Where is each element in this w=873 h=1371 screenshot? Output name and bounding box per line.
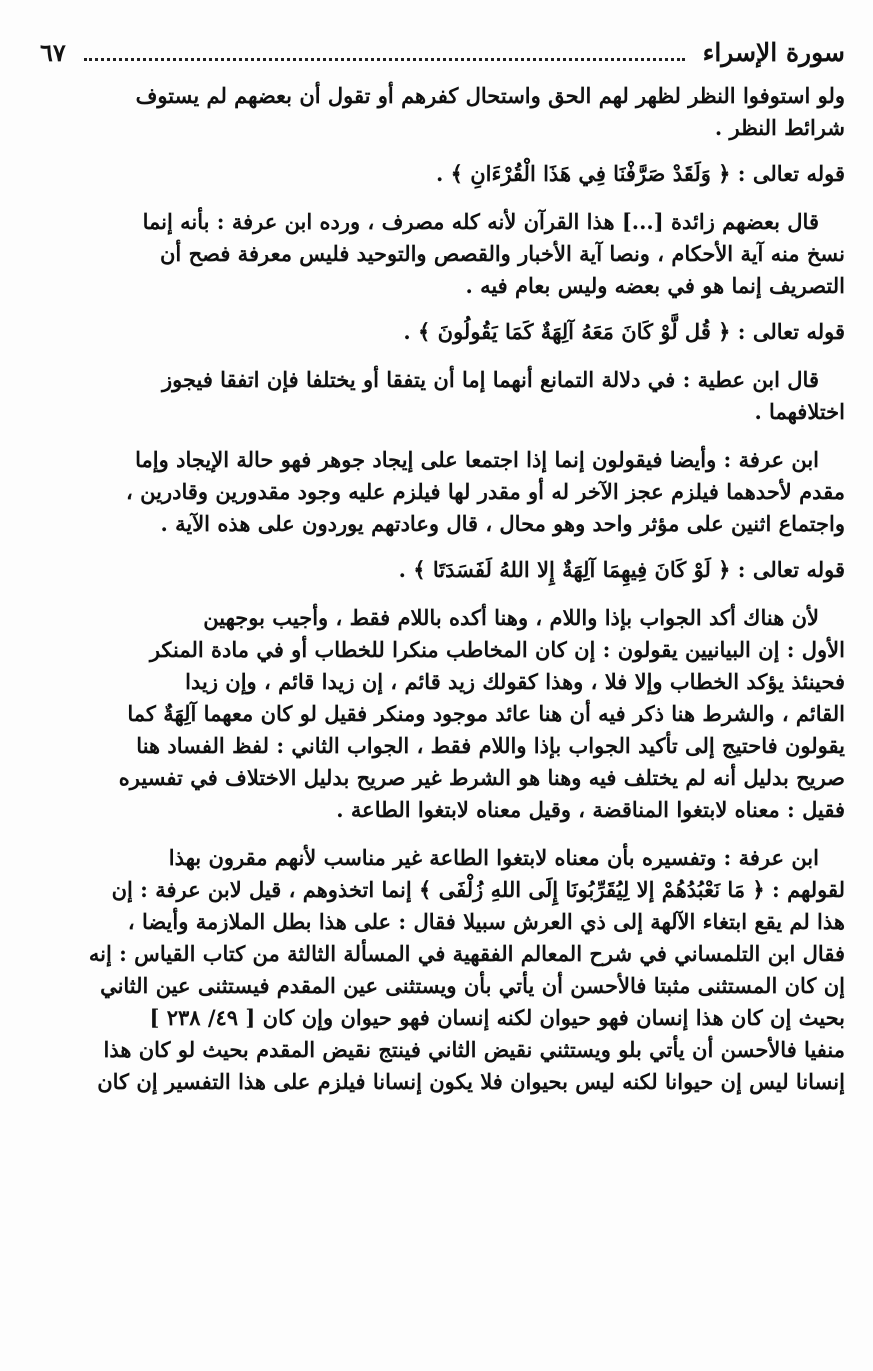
paragraph [40,364,845,428]
text-line: مقدم لأحدهما فيلزم عجز الآخر له أو مقدر لها فيلزم عليه وجود مقدورين وقادرين ، [126,479,845,504]
text-line: التصريف إنما هو في بعضه وليس بعام فيه . [465,273,845,298]
paragraph [40,444,845,540]
header-dotted-leader [84,57,685,61]
page-body [40,80,845,1098]
text-line: ولو استوفوا النظر لظهر لهم الحق واستحال كفرهم أو تقول أن بعضهم لم يستوف [135,83,845,108]
paragraph [40,602,845,826]
text-line: فحينئذ يؤكد الخطاب وإلا فلا ، وهذا كقولك زيد قائم ، إن زيدا قائم ، وإن زيدا [185,669,845,694]
verse-citation [40,554,845,586]
text-line: منفيا فالأحسن أن يأتي بلو ويستثني نقيض الثاني فينتج نقيض المقدم بحيث لو كان هذا [103,1037,845,1062]
verse-citation [40,158,845,190]
text-line: واجتماع اثنين على مؤثر واحد وهو محال ، قال وعادتهم يوردون على هذه الآية . [160,511,845,536]
text-line: لقولهم : ﴿ مَا نَعْبُدُهُمْ إلا لِيُقَرِّبُونَا إِلَى اللهِ زُلْفَى ﴾ إنما اتخذوهم ، قيل لابن عرفة : إن [111,877,845,902]
text-line: القائم ، والشرط هنا ذكر فيه أن هنا عائد موجود ومنكر فقيل لو كان معهما آلِهَةٌ كما [127,701,845,726]
paragraph [40,206,845,302]
text-line: قوله تعالى : ﴿ قُل لَّوْ كَانَ مَعَهُ آلِهَةٌ كَمَا يَقُولُونَ ﴾ . [403,319,845,344]
text-line: قوله تعالى : ﴿ لَوْ كَانَ فِيهِمَا آلِهَةٌ إِلا اللهُ لَفَسَدَتَا ﴾ . [398,557,845,582]
surah-title: سورة الإسراء [702,38,845,67]
paragraph [40,80,845,144]
text-line: نسخ منه آية الأحكام ، ونصا آية الأخبار والقصص والتوحيد فليس معرفة فصح أن [160,241,845,266]
text-line: يقولون فاحتيج إلى تأكيد الجواب بإذا واللام فقط ، الجواب الثاني : لفظ الفساد هنا [136,733,845,758]
text-line: إنسانا ليس إن حيوانا لكنه ليس بحيوان فلا يكون إنسانا فيلزم على هذا التفسير إن كان [97,1069,845,1094]
text-line: قال بعضهم زائدة [...] هذا القرآن لأنه كله مصرف ، ورده ابن عرفة : بأنه إنما [142,209,819,234]
text-line: إن كان المستثنى مثبتا فالأحسن أن يأتي بأن ويستثنى عين المقدم فيستثنى عين الثاني [100,973,845,998]
text-line: هذا لم يقع ابتغاء الآلهة إلى ذي العرش سبيلا فقال : على هذا بطل الملازمة وأيضا ، [127,909,845,934]
paragraph [40,842,845,1098]
text-line: قوله تعالى : ﴿ وَلَقَدْ صَرَّفْنَا فِي هَذَا الْقُرْءَانِ ﴾ . [435,161,845,186]
page-number: ٦٧ [40,38,66,67]
running-header [40,38,845,78]
text-line: لأن هناك أكد الجواب بإذا واللام ، وهنا أكده باللام فقط ، وأجيب بوجهين [203,605,819,630]
text-line: بحيث إن كان هذا إنسان فهو حيوان لكنه إنسان فهو حيوان وإن كان [ ٤٩/ ٢٣٨ ] [149,1005,845,1030]
text-line: فقيل : معناه لابتغوا المناقضة ، وقيل معناه لابتغوا الطاعة . [336,797,845,822]
text-line: شرائط النظر . [714,115,845,140]
text-line: ابن عرفة : وأيضا فيقولون إنما إذا اجتمعا على إيجاد جوهر فهو حالة الإيجاد وإما [135,447,819,472]
text-line: الأول : إن البيانيين يقولون : إن كان المخاطب منكرا للخطاب أو في مادة المنكر [149,637,845,662]
text-line: ابن عرفة : وتفسيره بأن معناه لابتغوا الطاعة غير مناسب لأنهم مقرون بهذا [168,845,819,870]
text-line: فقال ابن التلمساني في شرح المعالم الفقهية في المسألة الثالثة من كتاب القياس : إنه [88,941,845,966]
text-line: اختلافهما . [754,399,845,424]
verse-citation [40,316,845,348]
text-line: قال ابن عطية : في دلالة التمانع أنهما إما أن يتفقا أو يختلفا فإن اتفقا فيجوز [161,367,819,392]
text-line: صريح بدليل أنه لم يختلف فيه وهنا هو الشرط غير صريح بدليل الاختلاف في تفسيره [118,765,845,790]
